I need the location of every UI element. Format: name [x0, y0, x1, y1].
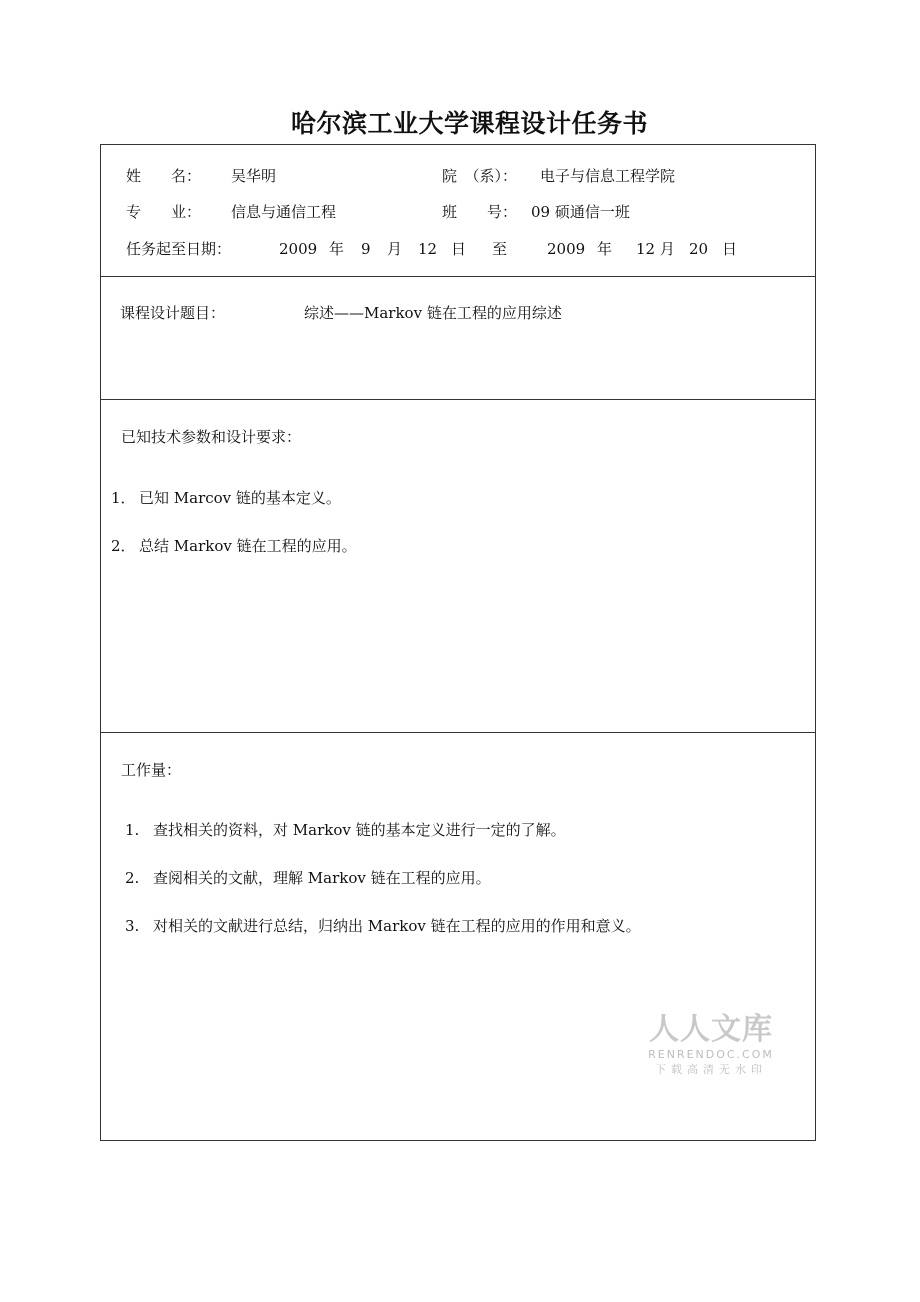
end-day: 20	[689, 240, 709, 258]
requirement-text: 总结 Markov 链在工程的应用。	[139, 537, 357, 555]
watermark-domain: RENRENDOC.COM	[648, 1048, 774, 1061]
topic-value: 综述——Markov 链在工程的应用综述	[304, 304, 562, 322]
day-char: 日	[451, 240, 467, 258]
workload-text: 对相关的文献进行总结，归纳出 Markov 链在工程的应用的作用和意义。	[153, 917, 641, 935]
month-char: 月	[387, 240, 403, 258]
name-label: 姓 名：	[126, 167, 202, 185]
requirement-num: 2．	[111, 537, 136, 555]
year-char: 年	[329, 240, 345, 258]
major-value: 信息与通信工程	[231, 203, 337, 221]
page-title: 哈尔滨工业大学课程设计任务书	[291, 109, 649, 138]
day-char: 日	[722, 240, 738, 258]
task-table	[100, 144, 816, 1141]
watermark	[646, 1012, 776, 1078]
requirement-num: 1．	[111, 489, 136, 507]
topic-label: 课程设计题目：	[120, 304, 226, 322]
workload-num: 1.	[125, 821, 140, 839]
workload-num: 3.	[125, 917, 140, 935]
dept-label: 院 （系）：	[442, 167, 518, 185]
date-label: 任务起至日期：	[126, 240, 232, 258]
row-divider	[101, 399, 815, 400]
row-divider	[101, 276, 815, 277]
start-month: 9	[361, 240, 371, 258]
requirements-heading: 已知技术参数和设计要求：	[121, 428, 302, 446]
requirement-text: 已知 Marcov 链的基本定义。	[139, 489, 341, 507]
class-label: 班 号：	[442, 203, 518, 221]
workload-num: 2.	[125, 869, 140, 887]
workload-heading: 工作量：	[121, 761, 182, 779]
dept-value: 电子与信息工程学院	[540, 167, 676, 185]
workload-text: 查阅相关的文献，理解 Markov 链在工程的应用。	[153, 869, 491, 887]
year-char: 年	[597, 240, 613, 258]
major-label: 专 业：	[126, 203, 202, 221]
name-value: 吴华明	[231, 167, 277, 185]
start-day: 12	[418, 240, 438, 258]
workload-text: 查找相关的资料，对 Markov 链的基本定义进行一定的了解。	[153, 821, 566, 839]
start-year: 2009	[279, 240, 318, 258]
class-value: 09 硕通信一班	[531, 203, 630, 221]
watermark-brand: 人人文库	[649, 1012, 773, 1047]
watermark-slogan: 下载高清无水印	[655, 1063, 767, 1076]
end-year: 2009	[547, 240, 586, 258]
end-month: 12 月	[636, 240, 675, 258]
to-char: 至	[492, 240, 508, 258]
row-divider	[101, 732, 815, 733]
